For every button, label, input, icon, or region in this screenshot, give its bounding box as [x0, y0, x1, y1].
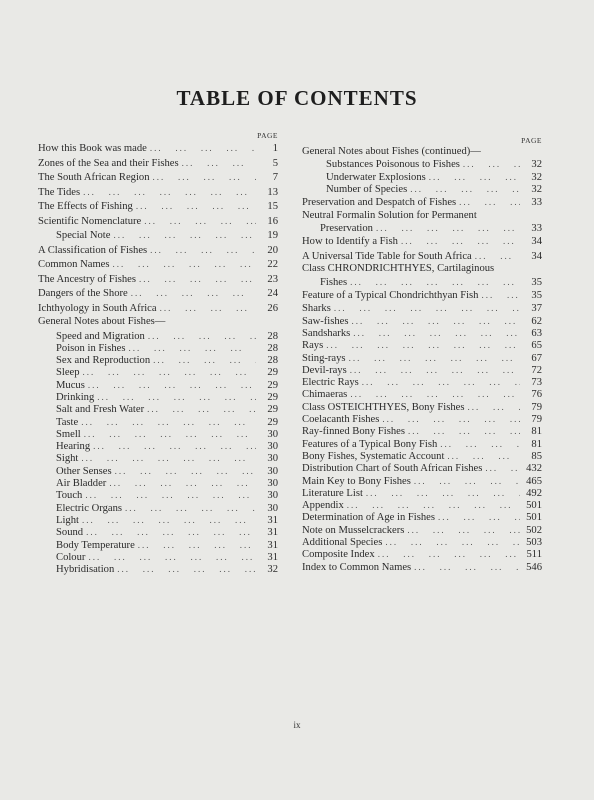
- toc-right-column: [302, 136, 542, 573]
- toc-entry: [38, 330, 278, 342]
- toc-entry-title: Devil-rays: [302, 364, 347, 376]
- dot-leader: [464, 401, 520, 413]
- toc-entry: [302, 288, 542, 303]
- toc-entry-title: Index to Common Names: [302, 561, 412, 573]
- dot-leader: [144, 403, 256, 415]
- dot-leader: [79, 514, 256, 526]
- toc-entry: [302, 315, 542, 327]
- toc-entry: [302, 376, 542, 388]
- dot-leader: [157, 301, 256, 316]
- toc-entry-title: A Universal Tide Table for South Africa: [302, 250, 472, 262]
- toc-entry-page: 31: [267, 527, 278, 539]
- toc-entry-page: 30: [267, 428, 278, 440]
- dot-leader: [349, 315, 521, 327]
- dot-leader: [125, 342, 256, 354]
- toc-entry-page: 31: [267, 539, 278, 551]
- toc-entry-title: Features of a Typical Bony Fish: [302, 438, 438, 450]
- dot-leader: [456, 195, 520, 210]
- toc-entry-title: Saw-fishes: [302, 315, 349, 327]
- toc-entry-page: 35: [531, 289, 542, 301]
- toc-entry-title: The South African Region: [38, 172, 150, 183]
- toc-entry-title: Substances Poisonous to Fishes: [326, 159, 460, 171]
- dot-leader: [150, 354, 256, 366]
- toc-entry-page: 32: [531, 183, 542, 195]
- dot-leader: [78, 416, 256, 428]
- toc-entry-title: Sharks: [302, 303, 331, 315]
- toc-entry-page: 546: [526, 561, 542, 573]
- dot-leader: [94, 391, 256, 403]
- dot-leader: [135, 539, 256, 551]
- toc-entry-page: 79: [531, 414, 542, 426]
- toc-entry-title: Salt and Fresh Water: [56, 404, 145, 416]
- toc-entry-title: Electric Organs: [56, 502, 122, 514]
- toc-entry-page: 30: [267, 502, 278, 514]
- toc-entry-title: Number of Species: [326, 183, 408, 195]
- toc-entry: [302, 413, 542, 425]
- toc-entry-page: 29: [267, 391, 278, 403]
- toc-entry: [38, 315, 278, 330]
- toc-entry: [302, 499, 542, 511]
- toc-entry-title: General Notes about Fishes (continued)—: [302, 146, 481, 157]
- toc-entry-title: How to Identify a Fish: [302, 236, 398, 248]
- toc-entry-title: Sandsharks: [302, 327, 351, 339]
- toc-entry-page: 33: [531, 197, 542, 209]
- dot-leader: [331, 302, 520, 314]
- dot-leader: [346, 352, 520, 364]
- toc-entry: [302, 171, 542, 183]
- toc-entry: [302, 487, 542, 499]
- toc-entry-page: 24: [267, 288, 278, 299]
- toc-entry-title: Chimaeras: [302, 389, 348, 401]
- toc-entry: [38, 301, 278, 316]
- dot-leader: [114, 563, 256, 575]
- toc-entry: [302, 524, 542, 536]
- toc-entry-title: Smell: [56, 428, 81, 440]
- toc-entry: [302, 548, 542, 560]
- toc-entry-page: 37: [531, 303, 542, 315]
- toc-entry-page: 501: [526, 500, 542, 512]
- toc-entry: [38, 391, 278, 403]
- dot-leader: [112, 465, 256, 477]
- toc-entry-page: 502: [526, 524, 542, 536]
- toc-right-entries: [302, 146, 542, 573]
- toc-entry: [302, 210, 542, 222]
- toc-entry: [38, 403, 278, 415]
- toc-entry-page: 29: [267, 404, 278, 416]
- toc-entry-page: 76: [531, 389, 542, 401]
- toc-entry-title: Zones of the Sea and their Fishes: [38, 157, 179, 169]
- toc-entry: [302, 302, 542, 314]
- toc-entry-page: 29: [267, 367, 278, 379]
- toc-entry-page: 35: [531, 276, 542, 288]
- dot-leader: [426, 171, 520, 183]
- toc-entry-page: 34: [531, 236, 542, 248]
- dot-leader: [90, 440, 256, 452]
- dot-leader: [133, 199, 256, 214]
- dot-leader: [128, 286, 256, 301]
- toc-entry-page: 31: [267, 551, 278, 563]
- toc-entry-title: Class CHRONDRICHTHYES, Cartilaginous: [302, 263, 495, 275]
- toc-entry-page: 7: [272, 172, 278, 183]
- toc-entry-page: 85: [531, 450, 542, 462]
- toc-entry: [302, 401, 542, 413]
- toc-entry: [38, 286, 278, 301]
- dot-leader: [359, 376, 520, 388]
- dot-leader: [407, 183, 520, 195]
- toc-entry-title: Sex and Reproduction: [56, 355, 151, 367]
- toc-entry-page: 22: [267, 259, 278, 270]
- dot-leader: [472, 249, 520, 264]
- dot-leader: [147, 243, 256, 258]
- toc-entry-title: Hybridisation: [56, 564, 115, 576]
- toc-entry: [302, 276, 542, 288]
- dot-leader: [147, 141, 256, 156]
- toc-entry-page: 29: [267, 379, 278, 391]
- dot-leader: [482, 462, 520, 474]
- toc-entry: [38, 465, 278, 477]
- dot-leader: [150, 170, 256, 185]
- dot-leader: [80, 366, 256, 378]
- toc-left-column: [38, 131, 278, 575]
- dot-leader: [373, 222, 520, 234]
- toc-entry-page: 30: [267, 441, 278, 453]
- toc-entry-page: 65: [531, 340, 542, 352]
- dot-leader: [323, 339, 520, 351]
- dot-leader: [80, 185, 256, 200]
- page-column-label: PAGE: [521, 136, 542, 145]
- toc-entry: [302, 195, 542, 210]
- toc-entry-title: Dangers of the Shore: [38, 288, 128, 299]
- toc-entry-page: 23: [267, 273, 278, 285]
- toc-entry-title: Coelacanth Fishes: [302, 414, 380, 426]
- toc-entry: [302, 222, 542, 234]
- toc-entry: [302, 511, 542, 523]
- toc-entry-page: 33: [531, 222, 542, 234]
- toc-entry-page: 29: [267, 416, 278, 428]
- toc-entry: [302, 339, 542, 351]
- dot-leader: [78, 452, 256, 464]
- toc-entry-title: Neutral Formalin Solution for Permanent: [302, 209, 477, 221]
- toc-entry: [38, 477, 278, 489]
- toc-entry: [38, 452, 278, 464]
- toc-entry: [302, 183, 542, 195]
- toc-entry-title: Preservation: [320, 222, 373, 234]
- dot-leader: [350, 327, 520, 339]
- page-column-label: PAGE: [257, 131, 278, 140]
- dot-leader: [145, 330, 256, 342]
- toc-entry-page: 73: [531, 377, 542, 389]
- toc-entry-title: Note on Musselcrackers: [302, 524, 405, 536]
- toc-entry-title: Special Note: [56, 230, 111, 241]
- toc-entry-page: 16: [267, 215, 278, 227]
- toc-entry: [38, 243, 278, 258]
- toc-entry: [38, 539, 278, 551]
- toc-entry-page: 81: [531, 426, 542, 438]
- toc-entry-page: 34: [531, 250, 542, 262]
- toc-entry: [302, 536, 542, 548]
- toc-entry: [302, 146, 542, 158]
- toc-entry: [38, 428, 278, 440]
- toc-entry-page: 32: [267, 564, 278, 576]
- toc-entry: [302, 561, 542, 573]
- dot-leader: [444, 450, 520, 462]
- toc-entry-title: Literature List: [302, 487, 363, 499]
- toc-entry-page: 501: [526, 512, 542, 524]
- toc-entry-page: 511: [526, 549, 542, 561]
- toc-entry-title: Appendix: [302, 500, 344, 512]
- dot-leader: [347, 388, 520, 400]
- toc-entry: [302, 462, 542, 474]
- toc-entry-title: Hearing: [56, 441, 91, 453]
- toc-entry-page: 28: [267, 330, 278, 342]
- toc-entry: [38, 257, 278, 272]
- toc-entry-page: 72: [531, 364, 542, 376]
- toc-entry-page: 28: [267, 342, 278, 354]
- toc-entry: [302, 364, 542, 376]
- dot-leader: [404, 524, 520, 536]
- dot-leader: [141, 214, 256, 229]
- toc-entry: [38, 551, 278, 563]
- toc-entry: [38, 199, 278, 214]
- toc-entry-title: Rays: [302, 340, 324, 352]
- toc-entry-title: Colour: [56, 551, 86, 563]
- toc-entry-title: Class OSTEICHTHYES, Bony Fishes: [302, 401, 465, 413]
- toc-entry-title: Other Senses: [56, 465, 112, 477]
- toc-entry-title: How this Book was made: [38, 143, 147, 154]
- toc-entry-page: 63: [531, 327, 542, 339]
- toc-entry-page: 19: [267, 230, 278, 241]
- toc-entry: [38, 379, 278, 391]
- toc-entry-title: Poison in Fishes: [56, 342, 126, 354]
- page-number: ix: [293, 720, 301, 730]
- toc-entry-page: 30: [267, 453, 278, 465]
- dot-leader: [344, 499, 520, 511]
- dot-leader: [405, 425, 520, 437]
- toc-entry: [38, 170, 278, 185]
- dot-leader: [363, 487, 520, 499]
- toc-entry: [302, 234, 542, 249]
- toc-entry: [38, 214, 278, 229]
- toc-entry-title: The Ancestry of Fishes: [38, 273, 136, 285]
- toc-entry-title: Additional Species: [302, 537, 383, 549]
- toc-entry-title: Sight: [56, 453, 79, 465]
- toc-entry: [38, 440, 278, 452]
- toc-entry-page: 5: [272, 157, 278, 169]
- dot-leader: [347, 364, 520, 376]
- toc-entry: [38, 416, 278, 428]
- toc-entry-page: 30: [267, 478, 278, 490]
- dot-leader: [136, 272, 256, 287]
- dot-leader: [110, 228, 256, 243]
- dot-leader: [83, 526, 256, 538]
- toc-entry: [38, 185, 278, 200]
- toc-entry: [38, 502, 278, 514]
- toc-entry-page: 15: [267, 201, 278, 212]
- toc-entry: [38, 366, 278, 378]
- toc-entry-title: Underwater Explosions: [326, 171, 426, 183]
- toc-entry-title: Fishes: [320, 276, 348, 288]
- toc-entry-page: 67: [531, 352, 542, 364]
- dot-leader: [478, 288, 520, 303]
- toc-entry: [302, 438, 542, 450]
- toc-entry-page: 20: [267, 244, 278, 256]
- toc-entry-page: 62: [531, 315, 542, 327]
- toc-entry: [302, 158, 542, 170]
- toc-entry-page: 32: [531, 159, 542, 171]
- toc-entry-page: 503: [526, 537, 542, 549]
- toc-entry: [38, 272, 278, 287]
- toc-entry-page: 31: [267, 514, 278, 526]
- toc-entry-title: Scientific Nomenclature: [38, 215, 142, 227]
- toc-entry-title: The Tides: [38, 186, 81, 198]
- toc-entry-page: 26: [267, 302, 278, 314]
- dot-leader: [382, 536, 520, 548]
- toc-entry-page: 81: [531, 438, 542, 450]
- toc-entry: [302, 450, 542, 462]
- toc-entry-title: A Classification of Fishes: [38, 244, 148, 256]
- toc-entry: [38, 489, 278, 501]
- toc-entry-title: Sound: [56, 527, 84, 539]
- toc-entry-page: 492: [526, 487, 542, 499]
- dot-leader: [375, 548, 520, 560]
- toc-entry: [38, 228, 278, 243]
- toc-entry-page: 432: [526, 463, 542, 475]
- dot-leader: [81, 428, 256, 440]
- toc-entry-title: Composite Index: [302, 549, 375, 561]
- toc-entry-title: Body Temperature: [56, 539, 135, 551]
- toc-entry-title: Air Bladder: [56, 478, 107, 490]
- dot-leader: [411, 561, 520, 573]
- toc-entry: [38, 342, 278, 354]
- toc-entry-title: Drinking: [56, 391, 95, 403]
- dot-leader: [460, 158, 520, 170]
- toc-entry: [302, 388, 542, 400]
- toc-entry-title: Touch: [56, 490, 83, 502]
- toc-entry: [302, 263, 542, 275]
- dot-leader: [435, 511, 520, 523]
- toc-entry: [302, 425, 542, 437]
- toc-entry-title: Ray-finned Bony Fishes: [302, 426, 405, 438]
- toc-entry: [302, 327, 542, 339]
- toc-entry: [38, 156, 278, 171]
- toc-entry-page: 79: [531, 401, 542, 413]
- dot-leader: [179, 156, 256, 171]
- toc-entry-title: Main Key to Bony Fishes: [302, 475, 411, 487]
- toc-entry-page: 13: [267, 186, 278, 198]
- toc-entry: [38, 563, 278, 575]
- dot-leader: [411, 475, 520, 487]
- toc-entry-title: Common Names: [38, 259, 110, 270]
- toc-entry-page: 465: [526, 475, 542, 487]
- toc-left-entries: [38, 141, 278, 575]
- toc-entry: [38, 514, 278, 526]
- dot-leader: [85, 551, 256, 563]
- toc-entry: [38, 141, 278, 156]
- toc-entry-title: Speed and Migration: [56, 330, 145, 342]
- dot-leader: [122, 502, 256, 514]
- toc-entry: [38, 354, 278, 366]
- toc-entry-title: Determination of Age in Fishes: [302, 512, 435, 524]
- dot-leader: [82, 489, 256, 501]
- toc-entry-title: Light: [56, 514, 79, 526]
- toc-entry-title: General Notes about Fishes—: [38, 316, 166, 327]
- toc-entry-title: Mucus: [56, 379, 85, 391]
- dot-leader: [379, 413, 520, 425]
- dot-leader: [85, 379, 256, 391]
- toc-entry-title: Bony Fishes, Systematic Account: [302, 450, 445, 462]
- toc-entry-title: Ichthyology in South Africa: [38, 302, 157, 314]
- toc-entry: [302, 475, 542, 487]
- toc-entry-title: Feature of a Typical Chondrichthyan Fish: [302, 289, 479, 301]
- page-title: TABLE OF CONTENTS: [176, 86, 418, 110]
- toc-entry-title: The Effects of Fishing: [38, 201, 133, 212]
- toc-entry-title: Distribution Chart of South African Fishes: [302, 463, 483, 475]
- toc-entry-page: 1: [272, 143, 278, 154]
- toc-entry-page: 30: [267, 490, 278, 502]
- toc-entry: [38, 526, 278, 538]
- toc-entry: [302, 352, 542, 364]
- toc-entry-page: 30: [267, 465, 278, 477]
- dot-leader: [398, 234, 520, 249]
- toc-entry: [302, 249, 542, 264]
- dot-leader: [347, 276, 520, 288]
- toc-entry-title: Sting-rays: [302, 352, 346, 364]
- toc-entry-title: Taste: [56, 416, 79, 428]
- dot-leader: [437, 438, 520, 450]
- dot-leader: [110, 257, 256, 272]
- toc-entry-title: Preservation and Despatch of Fishes: [302, 197, 457, 209]
- toc-entry-title: Sleep: [56, 367, 80, 379]
- dot-leader: [106, 477, 256, 489]
- toc-entry-page: 32: [531, 171, 542, 183]
- toc-entry-title: Electric Rays: [302, 377, 359, 389]
- toc-entry-page: 28: [267, 355, 278, 367]
